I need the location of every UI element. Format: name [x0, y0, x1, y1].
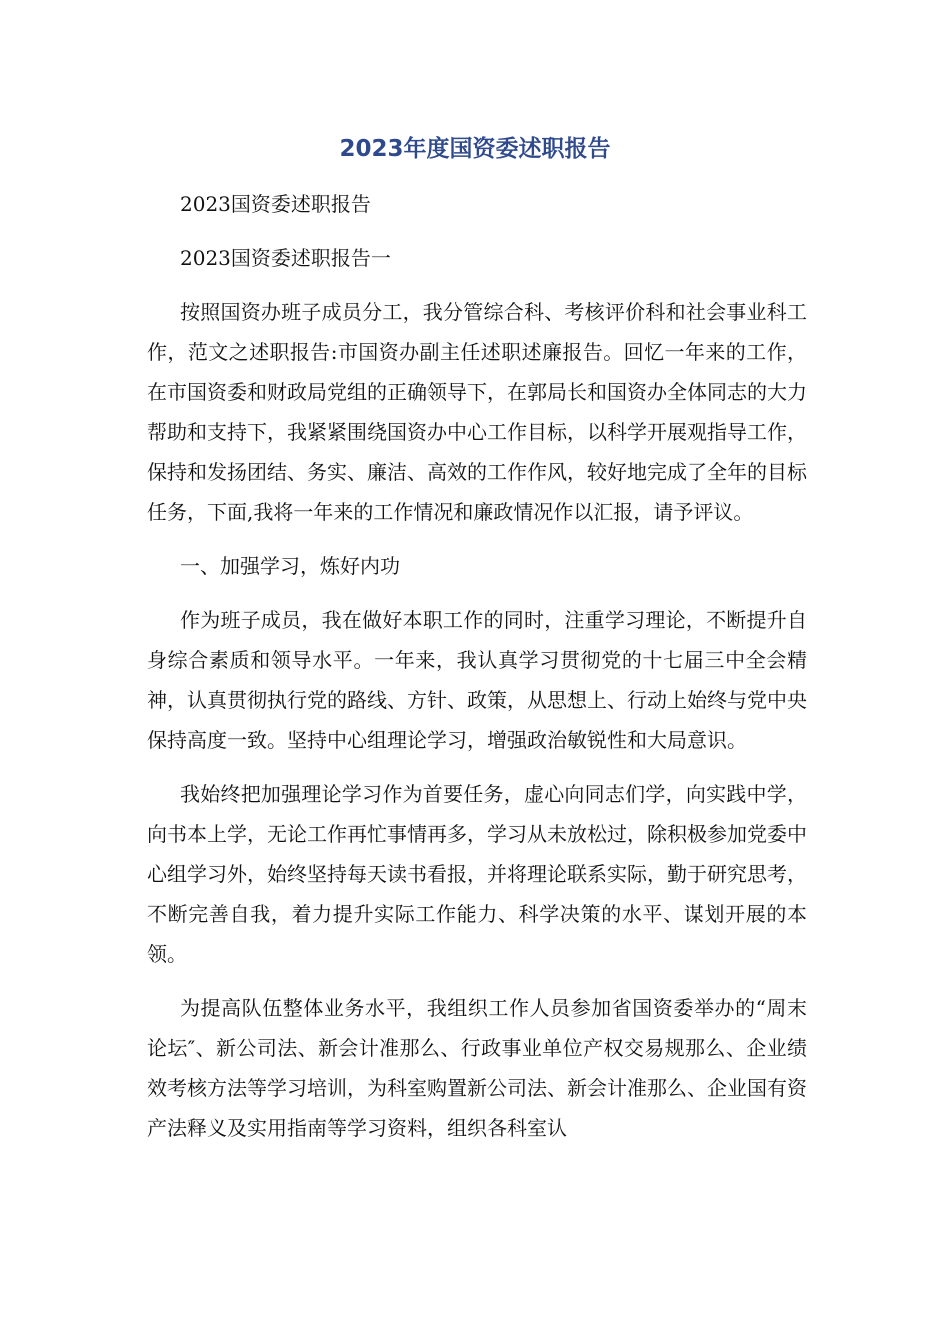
paragraph-team-training: 为提高队伍整体业务水平，我组织工作人员参加省国资委举办的“周末论坛″、新公司法、新会计准那么、行政事业单位产权交易规那么、企业绩效考核方法等学习培训，为科室购置新公司法、新会计准那么、企业国有资产法释义及实用指南等学习资料，组织各科室认	[147, 996, 807, 1140]
paragraph-study-priority: 我始终把加强理论学习作为首要任务，虚心向同志们学，向实践中学，向书本上学，无论工作再忙事情再多，学习从未放松过，除积极参加党委中心组学习外，始终坚持每天读书看报，并将理论联系实际，勤于研究思考，不断完善自我，着力提升实际工作能力、科学决策的水平、谋划开展的本领。	[147, 782, 807, 966]
paragraph-subtitle: 2023国资委述职报告	[180, 192, 371, 216]
paragraph-intro: 按照国资办班子成员分工，我分管综合科、考核评价科和社会事业科工作，范文之述职报告:市国资办副主任述职述廉报告。回忆一年来的工作，在市国资委和财政局党组的正确领导下，在郭局长和国资办全体同志的大力帮助和支持下，我紧紧围绕国资办中心工作目标，以科学开展观指导工作，保持和发扬团结、务实、廉洁、高效的工作作风，较好地完成了全年的目标任务，下面,我将一年来的工作情况和廉政情况作以汇报，请予评议。	[147, 300, 807, 524]
paragraph-heading-1: 一、加强学习，炼好内功	[180, 554, 400, 578]
document-title: 2023年度国资委述职报告	[339, 136, 611, 162]
paragraph-study-theory: 作为班子成员，我在做好本职工作的同时，注重学习理论，不断提升自身综合素质和领导水平。一年来，我认真学习贯彻党的十七届三中全会精神，认真贯彻执行党的路线、方针、政策，从思想上、行动上始终与党中央保持高度一致。坚持中心组理论学习，增强政治敏锐性和大局意识。	[147, 608, 807, 752]
document-body	[147, 184, 807, 1162]
paragraph-section-label: 2023国资委述职报告一	[180, 246, 391, 270]
